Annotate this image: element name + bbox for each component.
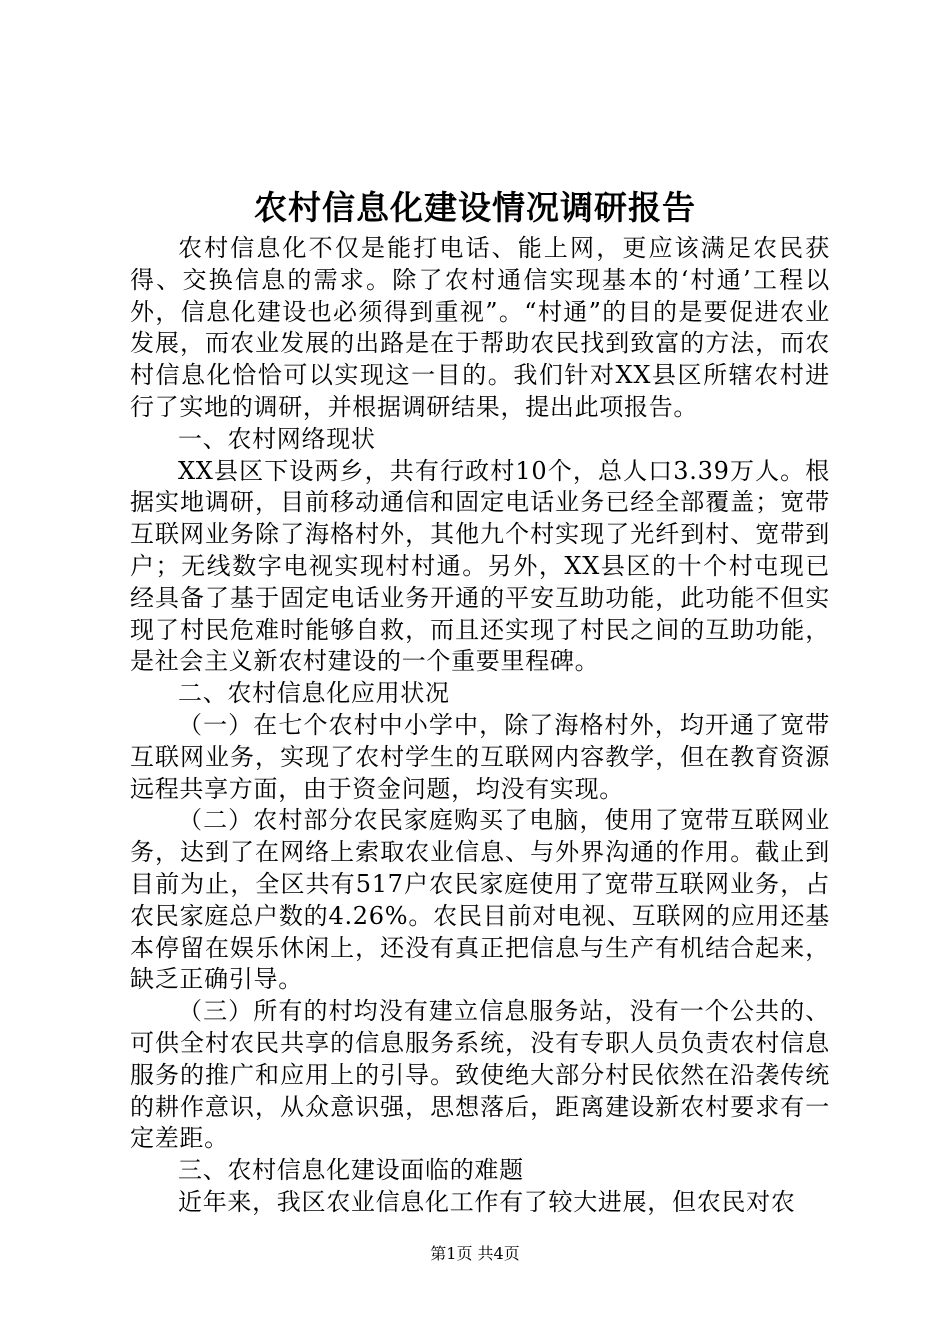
application-item-1: （一）在七个农村中小学中，除了海格村外，均开通了宽带互联网业务，实现了农村学生的互联网内容教学，但在教育资源远程共享方面，由于资金问题，均没有实现。 [130, 710, 830, 803]
page-number-footer: 第1页 共4页 [430, 1244, 520, 1263]
challenges-paragraph: 近年来，我区农业信息化工作有了较大进展，但农民对农 [178, 1187, 796, 1216]
document-body [130, 233, 830, 1219]
application-item-3: （三）所有的村均没有建立信息服务站，没有一个公共的、可供全村农民共享的信息服务系统，没有专职人员负责农村信息服务的推广和应用上的引导。致使绝大部分村民依然在沿袭传统的耕作意识，从众意识强，思想落后，距离建设新农村要求有一定差距。 [130, 997, 830, 1153]
section-heading-2: 二、农村信息化应用状况 [178, 679, 450, 708]
document-title: 农村信息化建设情况调研报告 [254, 188, 696, 227]
section-heading-1: 一、农村网络现状 [178, 424, 376, 453]
intro-paragraph: 农村信息化不仅是能打电话、能上网，更应该满足农民获得、交换信息的需求。除了农村通信实现基本的‘村通’工程以外，信息化建设也必须得到重视”。“村通”的目的是要促进农业发展，而农业发展的出路是在于帮助农民找到致富的方法，而农村信息化恰恰可以实现这一目的。我们针对XX县区所辖农村进行了实地的调研，并根据调研结果，提出此项报告。 [130, 234, 830, 421]
application-item-2: （二）农村部分农民家庭购买了电脑，使用了宽带互联网业务，达到了在网络上索取农业信息、与外界沟通的作用。截止到目前为止，全区共有517户农民家庭使用了宽带互联网业务，占农民家庭总户数的4.26%。农民目前对电视、互联网的应用还基本停留在娱乐休闲上，还没有真正把信息与生产有机结合起来，缺乏正确引导。 [130, 806, 830, 994]
network-status-paragraph: XX县区下设两乡，共有行政村10个，总人口3.39万人。根据实地调研，目前移动通信和固定电话业务已经全部覆盖；宽带互联网业务除了海格村外，其他九个村实现了光纤到村、宽带到户；无线数字电视实现村村通。另外，XX县区的十个村屯现已经具备了基于固定电话业务开通的平安互助功能，此功能不但实现了村民危难时能够自救，而且还实现了村民之间的互助功能，是社会主义新农村建设的一个重要里程碑。 [130, 456, 830, 676]
section-heading-3: 三、农村信息化建设面临的难题 [178, 1156, 524, 1185]
